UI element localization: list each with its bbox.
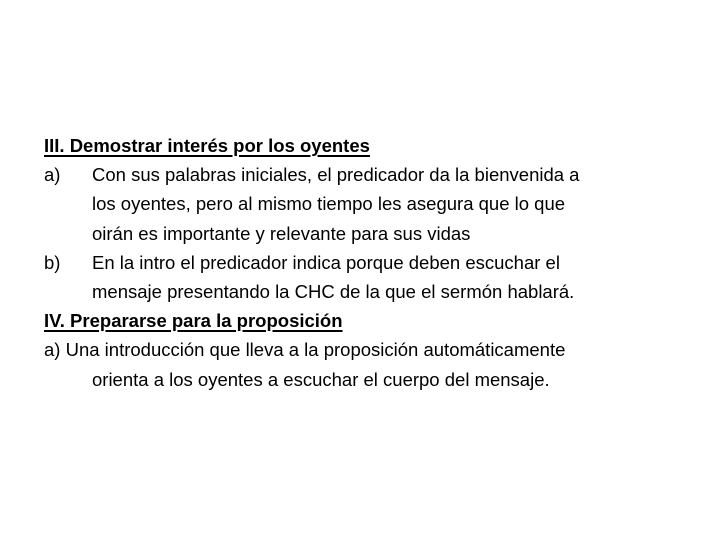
section-3-item-b — [44, 248, 684, 306]
section-3-heading: III. Demostrar interés por los oyentes — [44, 135, 370, 156]
item-text — [92, 160, 579, 248]
item-line: mensaje presentando la CHC de la que el sermón hablará. — [92, 281, 575, 303]
slide-content — [44, 131, 684, 394]
item-line: los oyentes, pero al mismo tiempo les asegura que lo que — [92, 193, 566, 215]
item-continuation-line: orienta a los oyentes a escuchar el cuerpo del mensaje. — [92, 368, 550, 390]
section-4-item-a — [44, 335, 684, 393]
item-marker: a) — [44, 164, 61, 186]
section-4-heading: IV. Prepararse para la proposición — [44, 310, 343, 332]
item-marker: b) — [44, 251, 61, 273]
item-line: En la intro el predicador indica porque deben escuchar el — [92, 251, 560, 273]
item-first-line: a) Una introducción que lleva a la proposición automáticamente — [44, 339, 566, 361]
item-text — [92, 248, 574, 306]
item-line: Con sus palabras iniciales, el predicador da la bienvenida a — [92, 164, 580, 186]
item-line: oirán es importante y relevante para sus vidas — [92, 222, 471, 244]
section-3-item-a — [44, 160, 684, 248]
